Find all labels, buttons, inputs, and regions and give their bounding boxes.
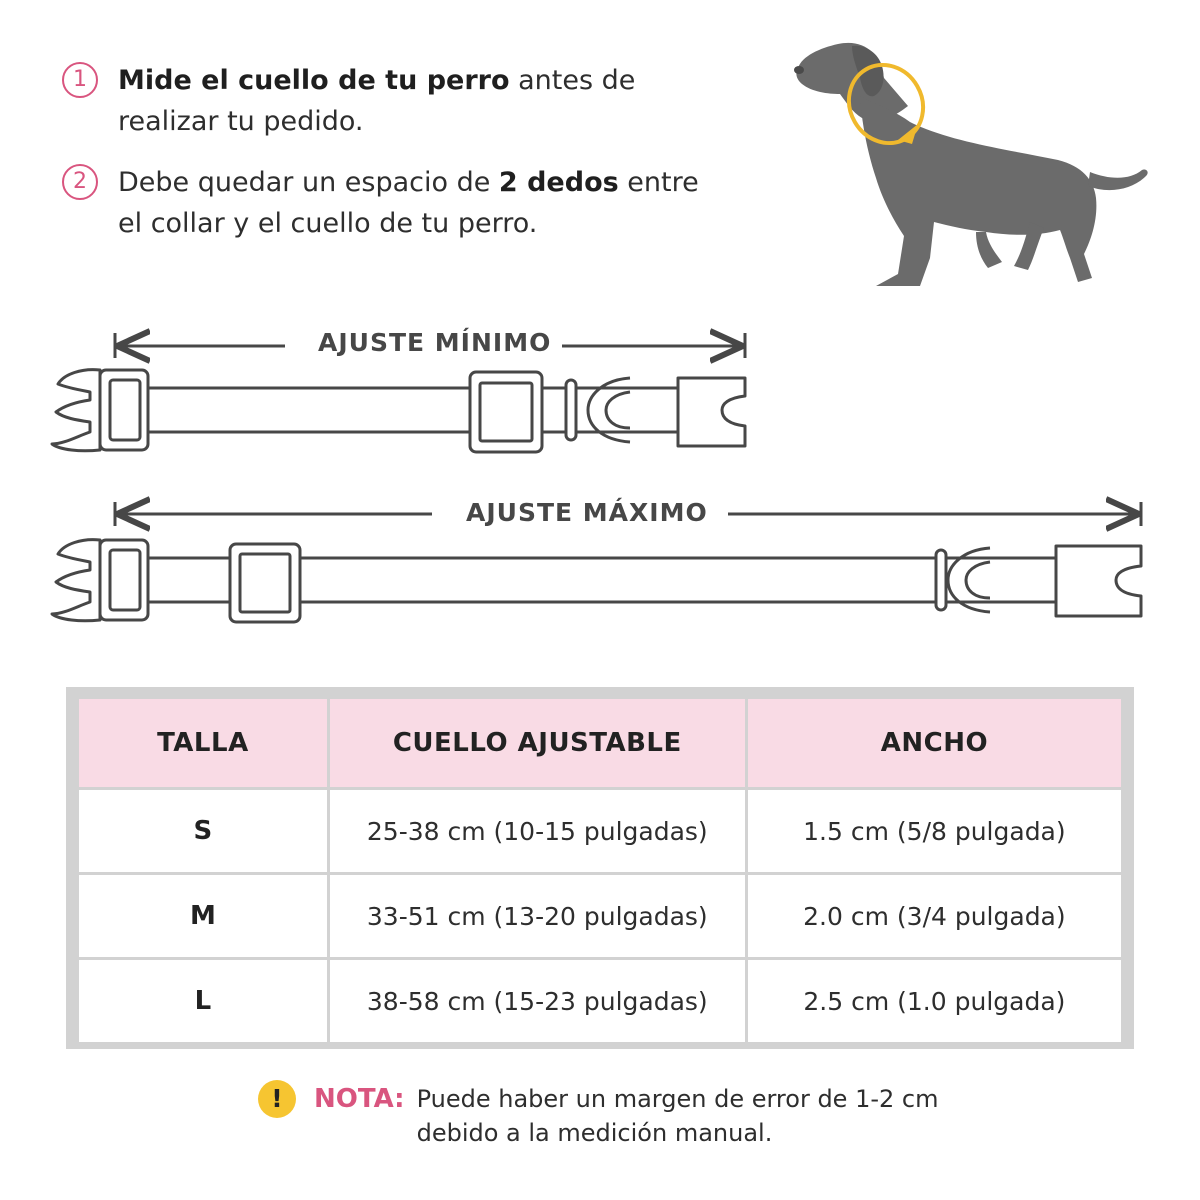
- size-cell: M: [78, 874, 329, 959]
- note-label: NOTA:: [314, 1084, 405, 1114]
- step-number-2: 2: [62, 164, 98, 200]
- step-1-rest: antes de realizar tu pedido.: [118, 65, 636, 137]
- table-header-row: [78, 698, 1123, 789]
- min-adjustment-label: AJUSTE MÍNIMO: [312, 328, 557, 357]
- note-text: Puede haber un margen de error de 1-2 cm debido a la medición manual.: [416, 1085, 939, 1147]
- min-collar: [52, 370, 745, 452]
- size-cell: S: [78, 789, 329, 874]
- table-row: [78, 874, 1123, 959]
- header-size: TALLA: [78, 698, 329, 789]
- step-2-bold: 2 dedos: [498, 167, 619, 198]
- step-number-1: 1: [62, 62, 98, 98]
- table-row: [78, 789, 1123, 874]
- size-cell: L: [78, 959, 329, 1044]
- max-adjustment-label: AJUSTE MÁXIMO: [460, 498, 714, 527]
- neck-cell: 33-51 cm (13-20 pulgadas): [328, 874, 746, 959]
- step-2-start: Debe quedar un espacio de: [118, 167, 499, 198]
- note: [258, 1080, 977, 1150]
- neck-cell: 25-38 cm (10-15 pulgadas): [328, 789, 746, 874]
- neck-cell: 38-58 cm (15-23 pulgadas): [328, 959, 746, 1044]
- width-cell: 2.5 cm (1.0 pulgada): [746, 959, 1122, 1044]
- table-row: [78, 959, 1123, 1044]
- size-table: [76, 696, 1124, 1045]
- max-collar: [52, 540, 1141, 622]
- width-cell: 1.5 cm (5/8 pulgada): [746, 789, 1122, 874]
- step-1-bold: Mide el cuello de tu perro: [118, 65, 510, 96]
- size-table-frame: [66, 687, 1134, 1049]
- header-width: ANCHO: [746, 698, 1122, 789]
- warning-icon: !: [258, 1080, 296, 1118]
- step-2-rest: entre el collar y el cuello de tu perro.: [118, 167, 699, 239]
- header-neck: CUELLO AJUSTABLE: [328, 698, 746, 789]
- width-cell: 2.0 cm (3/4 pulgada): [746, 874, 1122, 959]
